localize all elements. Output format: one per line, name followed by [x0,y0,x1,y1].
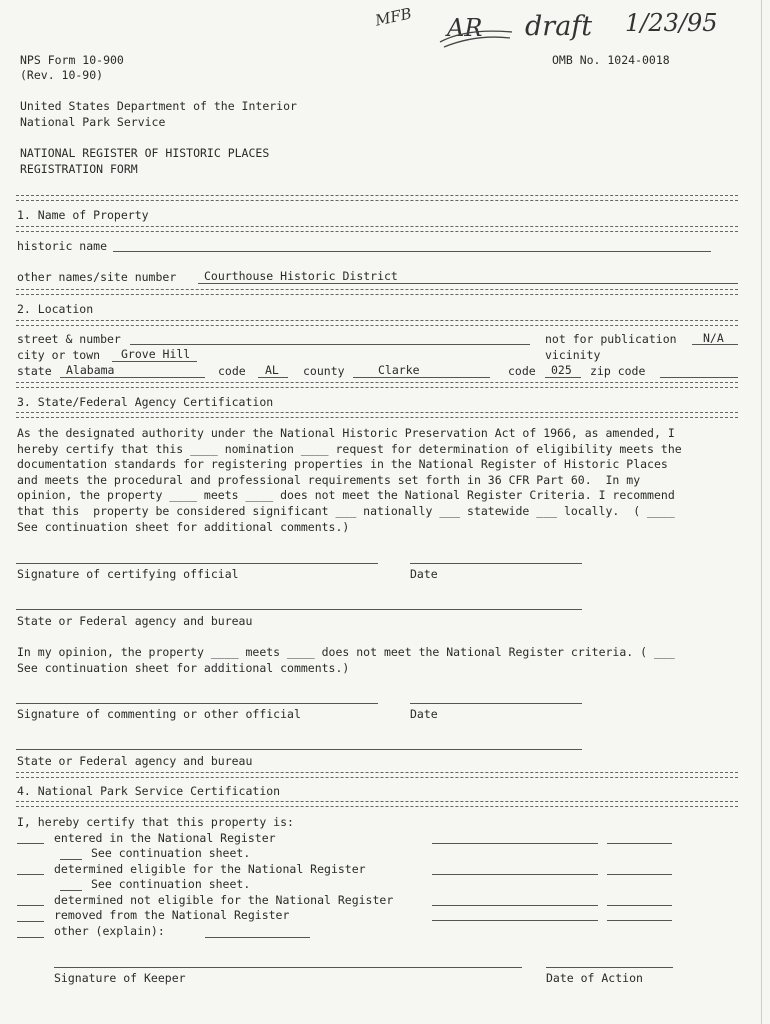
city-label: city or town [17,348,101,362]
other-names-label: other names/site number [17,270,177,284]
agency-line-2: National Park Service [20,115,166,129]
item-3-checkbox[interactable] [17,905,44,906]
item-2-label: determined eligible for the National Register [54,862,366,876]
initials-annotation: MFB [373,4,414,30]
item-1-checkbox[interactable] [17,843,44,844]
not-for-publication-field[interactable] [692,344,738,345]
county-code-field[interactable] [545,377,581,378]
bureau-field[interactable] [16,609,582,610]
zip-field[interactable] [660,377,738,378]
ar-annotation: AR [447,14,483,42]
keeper-signature-label: Signature of Keeper [54,971,186,985]
other-explain-field[interactable] [205,937,310,938]
county-code-value[interactable]: 025 [551,363,572,377]
certification-line-7: See continuation sheet for additional comments.) [17,520,350,534]
historic-name-field[interactable] [113,251,711,252]
commenting-date-field[interactable] [410,703,582,704]
city-field[interactable] [112,361,197,362]
divider [16,226,738,232]
state-code-label: code [218,364,246,378]
date-of-action-field[interactable] [546,967,673,968]
bureau-2-label: State or Federal agency and bureau [17,754,253,768]
item-3-date-field[interactable] [607,905,672,906]
item-1-date-field[interactable] [607,843,672,844]
section-4-heading: 4. National Park Service Certification [17,784,281,798]
form-title-1: NATIONAL REGISTER OF HISTORIC PLACES [20,146,270,160]
item-1-continuation-checkbox[interactable] [60,859,82,860]
other-names-value[interactable]: Courthouse Historic District [204,269,398,283]
divider [16,289,738,295]
certifying-signature-field[interactable] [16,563,378,564]
certifying-signature-label: Signature of certifying official [17,567,239,581]
section-1-heading: 1. Name of Property [17,208,149,222]
historic-name-label: historic name [17,239,108,253]
keeper-signature-field[interactable] [54,967,522,968]
section-3-heading: 3. State/Federal Agency Certification [17,395,274,409]
item-5-label: other (explain): [54,924,165,938]
item-1-label: entered in the National Register [54,831,276,845]
commenting-date-label: Date [410,707,438,721]
street-field[interactable] [130,344,530,345]
county-field[interactable] [353,377,490,378]
draft-annotation: draft [525,11,593,42]
bureau-2-field[interactable] [16,749,582,750]
commenting-signature-label: Signature of commenting or other official [17,707,301,721]
item-4-checkbox[interactable] [17,921,44,922]
opinion-line-1: In my opinion, the property ____ meets ____ does not meet the National Register criteria. ( ___ [17,645,675,659]
certification-line-4: and meets the procedural and professional requirements set forth in 36 CFR Part 60. In my [17,473,641,487]
certification-line-5: opinion, the property ____ meets ____ does not meet the National Register Criteria. I recommend [17,488,675,502]
certification-line-3: documentation standards for registering properties in the National Register of Historic Places [17,457,668,471]
divider [16,801,738,807]
item-3-label: determined not eligible for the National Register [54,893,394,907]
other-names-field[interactable] [198,283,738,284]
item-5-checkbox[interactable] [17,937,44,938]
item-2-date-field[interactable] [607,874,672,875]
county-value[interactable]: Clarke [378,363,420,377]
item-1-continuation-label: See continuation sheet. [91,846,251,860]
certifying-date-label: Date [410,567,438,581]
city-value[interactable]: Grove Hill [121,347,191,361]
county-label: county [303,364,345,378]
not-for-publication-value[interactable]: N/A [703,331,724,345]
divider [16,382,738,388]
state-field[interactable] [60,377,205,378]
not-for-publication-label: not for publication [545,332,677,346]
certification-line-2: hereby certify that this ____ nomination ____ request for determination of eligibility meets the [17,442,682,456]
form-title-2: REGISTRATION FORM [20,162,138,176]
item-2-signature-field[interactable] [432,874,598,875]
item-3-signature-field[interactable] [432,905,598,906]
divider [16,772,738,778]
commenting-signature-field[interactable] [16,703,378,704]
item-2-checkbox[interactable] [17,874,44,875]
omb-number: OMB No. 1024-0018 [552,53,670,67]
date-annotation: 1/23/95 [625,9,718,37]
form-revision: (Rev. 10-90) [20,68,104,82]
state-code-value[interactable]: AL [265,363,279,377]
state-code-field[interactable] [258,377,288,378]
keeper-intro: I, hereby certify that this property is: [17,815,294,829]
certification-line-6: that this property be considered significant ___ nationally ___ statewide ___ locally. ( ____ [17,504,675,518]
bureau-label: State or Federal agency and bureau [17,614,253,628]
item-4-date-field[interactable] [607,920,672,921]
zip-label: zip code [590,364,646,378]
opinion-line-2: See continuation sheet for additional comments.) [17,661,350,675]
handwritten-scribble [436,20,516,50]
agency-line-1: United States Department of the Interior [20,99,297,113]
item-2-continuation-checkbox[interactable] [60,890,82,891]
county-code-label: code [508,364,536,378]
state-label: state [17,364,52,378]
item-4-signature-field[interactable] [432,920,598,921]
vicinity-label: vicinity [545,348,601,362]
divider [16,320,738,326]
certifying-date-field[interactable] [410,563,582,564]
section-2-heading: 2. Location [17,302,94,316]
state-value[interactable]: Alabama [66,363,115,377]
divider [16,195,738,201]
item-2-continuation-label: See continuation sheet. [91,877,251,891]
street-label: street & number [17,332,121,346]
page-edge [761,0,762,1024]
item-4-label: removed from the National Register [54,908,290,922]
date-of-action-label: Date of Action [546,971,643,985]
item-1-signature-field[interactable] [432,843,598,844]
form-number: NPS Form 10-900 [20,53,124,67]
certification-line-1: As the designated authority under the National Historic Preservation Act of 1966, as amended, I [17,426,675,440]
divider [16,412,738,418]
